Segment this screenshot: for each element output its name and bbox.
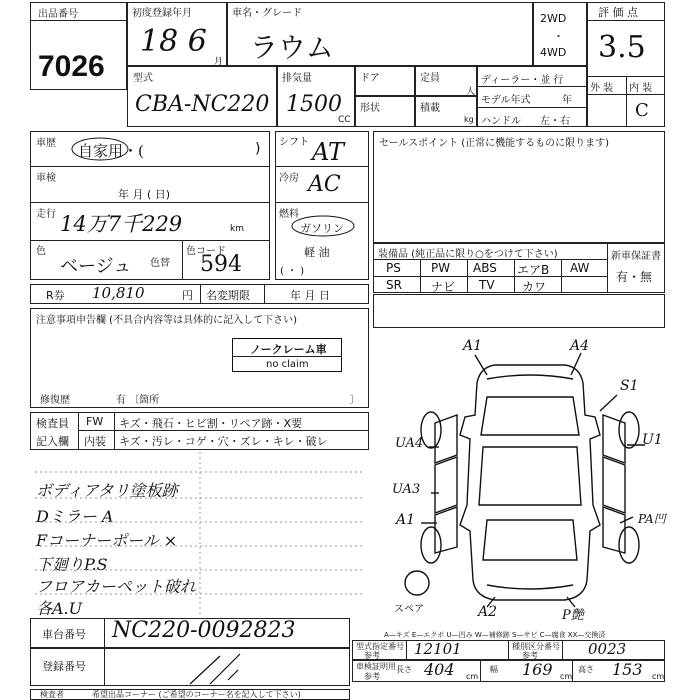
doors-label: ドア xyxy=(360,73,380,84)
diagram-mark: S1 xyxy=(620,378,639,394)
color-code-label: 色コード xyxy=(186,246,226,257)
lot-number: 7026 xyxy=(38,50,105,83)
history-label: 車歴 xyxy=(36,138,56,149)
damage-legend: A—キズ E—エクボ U—凹み W—補修跡 S—サビ C—腐食 XX—交換済 xyxy=(384,631,606,639)
interior-grade-value: C xyxy=(635,100,649,121)
cc-unit: CC xyxy=(338,115,351,125)
interior-items: キズ・汚レ・コゲ・穴・ズレ・キレ・破レ xyxy=(119,435,328,448)
model-code-sub: 参考 xyxy=(364,651,380,660)
year-unit: 年 xyxy=(562,95,572,106)
fuel-label: 燃料 xyxy=(279,209,299,220)
repair-close: 〕 xyxy=(350,395,360,406)
diagram-mark: UA3 xyxy=(392,482,421,497)
ac-label: 冷房 xyxy=(279,173,299,184)
warranty-value: 有・無 xyxy=(616,270,653,284)
equip-pw: PW xyxy=(431,261,451,275)
width-label: 幅 xyxy=(490,665,498,674)
inspection-value: 年 月 ( 日) xyxy=(118,188,171,201)
interior-grade-label: 内 装 xyxy=(629,83,653,94)
fw-items: キズ・飛石・ヒビ割・リペア跡・X要 xyxy=(119,417,303,430)
history-close: ) xyxy=(255,141,261,157)
exterior-label: 外 装 xyxy=(590,83,614,94)
type-label: 型式 xyxy=(133,73,153,84)
interior-check-label: 内装 xyxy=(84,435,106,448)
notes-block xyxy=(373,294,665,328)
no-claim-en: no claim xyxy=(266,359,309,370)
note-line: フロアカーペット破れ xyxy=(36,577,196,596)
note-line: Dミラー A xyxy=(36,507,114,526)
color-code-value: 594 xyxy=(200,252,242,277)
name-change-date: 年 月 日 xyxy=(290,289,330,302)
declaration-label: 注意事項申告欄 (不具合内容等は具体的に記入して下さい) xyxy=(36,315,297,326)
name-change-label: 名変期限 xyxy=(206,289,250,302)
dealer-label: ディーラー・並 行 xyxy=(481,75,564,86)
cert-label: 車検証明用 xyxy=(356,662,396,671)
repair-value: 有 〔箇所 xyxy=(116,395,160,406)
capacity-label: 定員 xyxy=(420,73,440,84)
ac-value: AC xyxy=(308,172,341,197)
class-code-sub: 参考 xyxy=(522,651,538,660)
recycle-value: 10,810 xyxy=(92,284,145,302)
height-value: 153 xyxy=(612,660,643,679)
height-cm: cm xyxy=(652,672,665,681)
type-value: CBA-NC220 xyxy=(135,92,270,117)
repair-label: 修復歴 xyxy=(40,395,70,406)
color-label: 色 xyxy=(36,246,46,257)
class-code-label: 種別区分番号 xyxy=(512,642,560,651)
displacement-label: 排気量 xyxy=(282,73,312,84)
recycle-label: R券 xyxy=(46,289,65,302)
shift-value: AT xyxy=(312,138,345,166)
capacity-unit: 人 xyxy=(466,87,476,97)
footer-label: 検査者 xyxy=(40,690,64,699)
fw-label: FW xyxy=(86,415,104,428)
history-value: 自家用・( xyxy=(78,142,144,160)
model-code-label: 型式指定番号 xyxy=(356,642,404,651)
registration-scribble xyxy=(180,650,260,686)
first-reg-label: 初度登録年月 xyxy=(132,8,192,19)
diagram-mark: UA4 xyxy=(395,436,424,451)
footer-text: 希望出品コーナー (ご希望のコーナー名を記入して下さい) xyxy=(92,690,301,699)
diagram-mark: U1 xyxy=(642,432,663,448)
note-line: 各A.U xyxy=(36,599,83,618)
note-line: Fコーナーポール × xyxy=(36,531,178,550)
length-label: 長さ xyxy=(396,665,412,674)
fuel-gasoline: ガソリン xyxy=(300,222,344,235)
sales-point-label: セールスポイント (正常に機能するものに限ります) xyxy=(379,138,610,149)
first-reg-value: 18 6 xyxy=(140,24,207,59)
model-code-value: 12101 xyxy=(414,640,462,658)
displacement-value: 1500 xyxy=(286,92,342,117)
equip-abs: ABS xyxy=(473,261,497,275)
model-year-label: モデル年式 xyxy=(481,95,531,106)
handle-label: ハンドル xyxy=(481,116,521,127)
length-value: 404 xyxy=(424,660,455,679)
chassis-label: 車台番号 xyxy=(42,628,86,641)
height-label: 高さ xyxy=(578,665,594,674)
width-cm: cm xyxy=(560,672,573,681)
month-unit: 月 xyxy=(214,57,224,67)
model-name-value: ラウム xyxy=(250,31,334,64)
equip-ps: PS xyxy=(386,261,401,275)
equip-leather: カワ xyxy=(522,280,547,294)
diagram-mark: A4 xyxy=(570,338,590,354)
shift-label: シフト xyxy=(279,137,309,148)
diagram-mark: A1 xyxy=(463,338,483,354)
note-line: 下廻りP.S xyxy=(36,555,108,574)
notes-dotted-guides xyxy=(30,450,370,620)
score-value: 3.5 xyxy=(598,30,646,65)
diagram-mark: P艶 xyxy=(562,608,584,623)
registration-label: 登録番号 xyxy=(42,660,86,673)
fuel-paren: ( ・ ) xyxy=(280,266,305,277)
load-unit: kg xyxy=(464,115,474,124)
diagram-mark: A2 xyxy=(478,604,498,620)
warranty-label: 新車保証書 xyxy=(611,251,661,262)
diagram-mark: A1 xyxy=(396,512,416,528)
inspection-label: 車検 xyxy=(36,173,56,184)
color-change-label: 色替 xyxy=(150,258,170,269)
cert-sub: 参考 xyxy=(364,672,380,681)
chassis-value: NC220-0092823 xyxy=(112,618,296,643)
recycle-yen: 円 xyxy=(182,289,193,302)
entry-label: 記入欄 xyxy=(36,435,69,448)
class-code-value: 0023 xyxy=(588,640,627,658)
length-cm: cm xyxy=(466,672,479,681)
no-claim-jp: ノークレーム車 xyxy=(250,343,327,356)
equip-navi: ナビ xyxy=(431,280,456,294)
score-label: 評 価 点 xyxy=(598,6,638,19)
mileage-label: 走行 xyxy=(36,209,56,220)
diagram-mark: PA凹 xyxy=(638,512,666,526)
equip-aw: AW xyxy=(570,261,590,275)
mileage-value: 14万7千229 xyxy=(60,212,183,236)
drive-dot: ・ xyxy=(553,30,564,43)
fuel-diesel: 軽 油 xyxy=(304,246,330,259)
lot-label: 出品番号 xyxy=(38,9,78,20)
drive-4wd: 4WD xyxy=(540,46,567,59)
shape-label: 形状 xyxy=(360,103,380,114)
width-value: 169 xyxy=(522,660,553,679)
spare-label: スペア xyxy=(394,604,424,615)
km-unit: km xyxy=(230,224,244,234)
note-line: ボディアタリ塗板跡 xyxy=(36,481,178,500)
drive-2wd: 2WD xyxy=(540,12,567,25)
equip-airbag: エアB xyxy=(517,263,550,277)
color-value: ベージュ xyxy=(60,256,132,277)
equip-sr: SR xyxy=(386,278,402,292)
model-name-label: 車名・グレード xyxy=(232,8,302,19)
handle-value: 左・右 xyxy=(540,116,570,127)
load-label: 積載 xyxy=(420,103,440,114)
inspector-label: 検査員 xyxy=(36,417,69,430)
equip-tv: TV xyxy=(479,278,495,292)
equipment-label: 装備品 (純正品に限り○をつけて下さい) xyxy=(378,249,558,260)
